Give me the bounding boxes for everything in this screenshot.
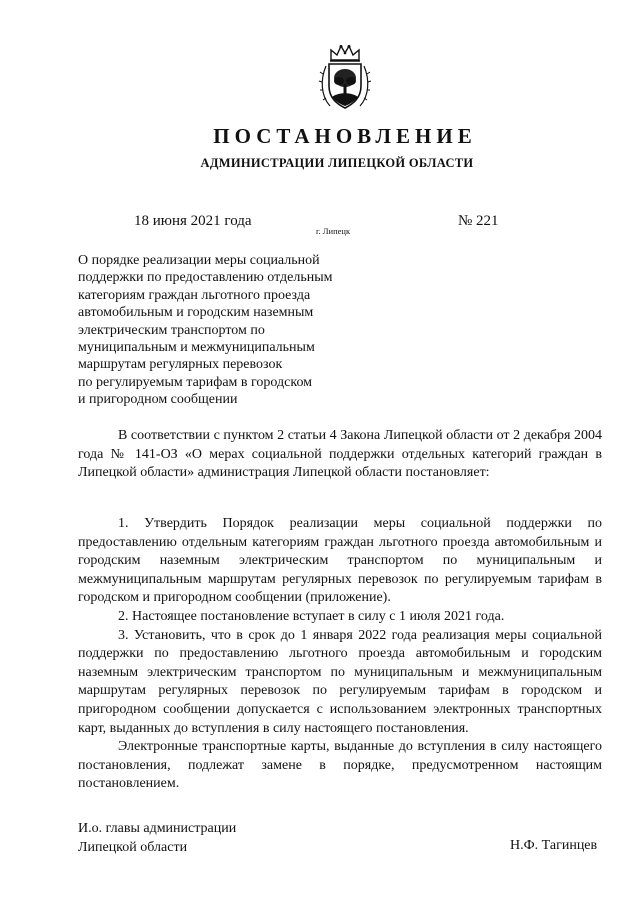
subject-line: категориям граждан льготного проезда xyxy=(78,287,311,303)
document-city: г. Липецк xyxy=(316,226,351,236)
subject-line: и пригородном сообщении xyxy=(78,392,238,408)
document-title: ПОСТАНОВЛЕНИЕ xyxy=(213,124,477,148)
document-subject xyxy=(78,252,378,409)
preamble-paragraph: В соответствии с пунктом 2 статьи 4 Закона Липецкой области от 2 декабря 2004 года № 141-ОЗ «О мерах социальной поддержки отдельных категорий граждан в Липецкой области» администрация Липецкой области постановляет: xyxy=(78,428,602,481)
subject-line: маршрутам регулярных перевозок xyxy=(78,357,283,373)
subject-line: муниципальным и межмуниципальным xyxy=(78,340,315,356)
signatory-position xyxy=(78,820,236,857)
resolution-item-1: 1. Утвердить Порядок реализации меры социальной поддержки по предоставлению отдельным категориям граждан льготного проезда автомобильным и городским наземным электрическим транспортом по муниципальным и межмуниципальным маршрутам регулярных перевозок по регулируемым тарифам в городском и пригородном сообщении (приложение). xyxy=(78,516,602,606)
signatory-position-line: Липецкой области xyxy=(78,839,188,855)
document-number: № 221 xyxy=(458,213,499,229)
subject-line: поддержки по предоставлению отдельным xyxy=(78,270,333,286)
subject-line: по регулируемым тарифам в городском xyxy=(78,374,313,390)
subject-line: автомобильным и городским наземным xyxy=(78,305,314,321)
resolution-item-3: 3. Установить, что в срок до 1 января 2022 года реализация меры социальной поддержки по предоставлению льготного проезда автомобильным и городским наземным электрическим транспортом по муниципальным и межмуниципальным маршрутам регулярных перевозок по регулируемым тарифам в городском и пригородном сообщении допускается с использованием электронных транспортных карт, выданных до вступления в силу настоящего постановления. xyxy=(78,627,602,736)
resolution-item-3-continuation: Электронные транспортные карты, выданные до вступления в силу настоящего постановления, подлежат замене в порядке, предусмотренном настоящим постановлением. xyxy=(78,739,602,792)
resolution-item-2: 2. Настоящее постановление вступает в силу с 1 июля 2021 года. xyxy=(118,608,505,624)
lipetsk-oblast-coat-of-arms-icon xyxy=(318,44,372,112)
subject-line: О порядке реализации меры социальной xyxy=(78,253,320,268)
signatory-name: Н.Ф. Тагинцев xyxy=(510,838,598,853)
document-date: 18 июня 2021 года xyxy=(134,213,252,229)
document-subtitle: АДМИНИСТРАЦИИ ЛИПЕЦКОЙ ОБЛАСТИ xyxy=(200,156,474,170)
resolution-items xyxy=(78,515,602,794)
subject-line: электрическим транспортом по xyxy=(78,322,265,338)
signatory-position-line: И.о. главы администрации xyxy=(78,821,237,836)
